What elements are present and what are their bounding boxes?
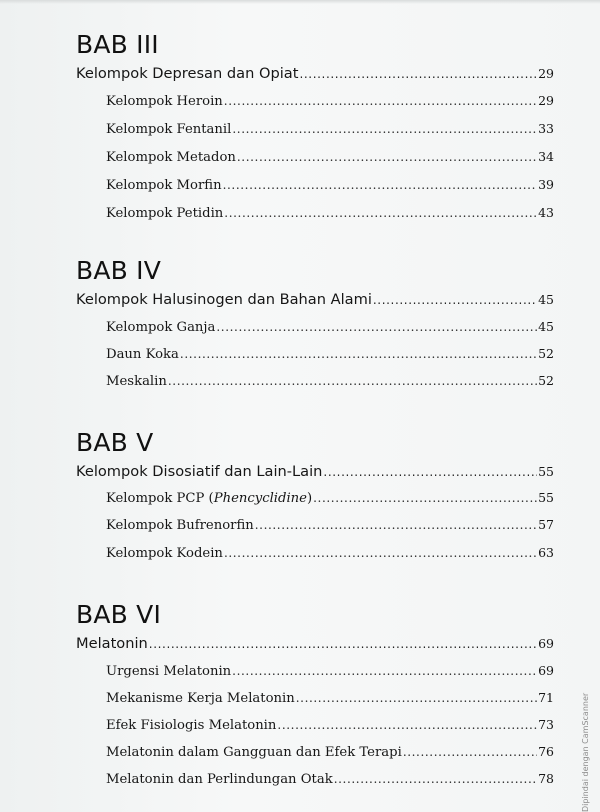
- toc-section-row: [76, 463, 554, 480]
- toc-entry-title: Efek Fisiologis Melatonin: [106, 718, 277, 733]
- dot-leader: [149, 637, 537, 651]
- toc-entry-row: [106, 177, 554, 193]
- dot-leader: [296, 691, 537, 705]
- toc-page-number: 69: [538, 636, 554, 651]
- toc-entry-row: [106, 717, 554, 733]
- toc-page-number: 57: [538, 517, 554, 532]
- toc-section-row: [76, 65, 554, 82]
- toc-page-number: 55: [538, 490, 554, 505]
- toc-page-number: 78: [538, 771, 554, 786]
- page-top-shadow: [0, 0, 600, 4]
- chapter-heading: BAB VI: [76, 600, 162, 629]
- dot-leader: [403, 745, 537, 759]
- dot-leader: [237, 150, 537, 164]
- toc-section-title: Kelompok Depresan dan Opiat: [76, 65, 299, 82]
- toc-entry-title: Melatonin dalam Gangguan dan Efek Terapi: [106, 745, 402, 760]
- dot-leader: [323, 465, 537, 479]
- toc-entry-row: [106, 319, 554, 335]
- toc-entry-row: [106, 121, 554, 137]
- dot-leader: [334, 772, 537, 786]
- dot-leader: [180, 347, 537, 361]
- toc-entry-title: Kelompok Morfin: [106, 178, 222, 193]
- toc-entry-title: Melatonin dan Perlindungan Otak: [106, 772, 333, 787]
- toc-entry-title: Mekanisme Kerja Melatonin: [106, 691, 295, 706]
- chapter-heading: BAB IV: [76, 256, 162, 285]
- toc-page-number: 71: [538, 690, 554, 705]
- chapter-heading: BAB III: [76, 30, 159, 59]
- toc-section-title: Kelompok Halusinogen dan Bahan Alami: [76, 291, 372, 308]
- dot-leader: [223, 178, 538, 192]
- toc-entry-title: Kelompok Fentanil: [106, 122, 232, 137]
- toc-entry-row: [106, 205, 554, 221]
- toc-page-number: 29: [538, 93, 554, 108]
- toc-page-number: 34: [538, 149, 554, 164]
- toc-page-number: 33: [538, 121, 554, 136]
- toc-entry-title-text: Kelompok PCP (: [106, 491, 214, 506]
- dot-leader: [224, 546, 537, 560]
- toc-entry-title: Meskalin: [106, 374, 167, 389]
- toc-entry-row: [106, 771, 554, 787]
- toc-entry-title: Kelompok Bufrenorfin: [106, 518, 254, 533]
- toc-entry-title-end: ): [306, 491, 313, 506]
- toc-section-row: [76, 291, 554, 308]
- toc-entry-row: [106, 517, 554, 533]
- toc-page-number: 69: [538, 663, 554, 678]
- toc-entry-title: Kelompok Petidin: [106, 206, 224, 221]
- toc-entry-row: [106, 690, 554, 706]
- dot-leader: [232, 664, 537, 678]
- toc-page-number: 52: [538, 346, 554, 361]
- dot-leader: [168, 374, 537, 388]
- toc-entry-row: [106, 149, 554, 165]
- toc-entry-title: [106, 491, 312, 506]
- toc-entry-title-italic: Phencyclidine: [213, 491, 307, 506]
- dot-leader: [255, 518, 537, 532]
- dot-leader: [277, 718, 537, 732]
- dot-leader: [216, 320, 537, 334]
- toc-entry-row: [106, 490, 554, 506]
- toc-entry-row: [106, 346, 554, 362]
- dot-leader: [232, 122, 537, 136]
- toc-page-number: 45: [538, 292, 554, 307]
- toc-page-number: 43: [538, 205, 554, 220]
- toc-entry-title: Daun Koka: [106, 347, 179, 362]
- toc-entry-row: [106, 93, 554, 109]
- chapter-heading: BAB V: [76, 428, 154, 457]
- toc-entry-row: [106, 545, 554, 561]
- dot-leader: [224, 206, 537, 220]
- toc-section-row: [76, 635, 554, 652]
- toc-entry-row: [106, 663, 554, 679]
- toc-page-number: 52: [538, 373, 554, 388]
- toc-page-number: 63: [538, 545, 554, 560]
- toc-page-number: 76: [538, 744, 554, 759]
- toc-entry-title: Kelompok Metadon: [106, 150, 236, 165]
- toc-section-title: Melatonin: [76, 635, 148, 652]
- toc-section-title: Kelompok Disosiatif dan Lain-Lain: [76, 463, 323, 480]
- dot-leader: [299, 67, 537, 81]
- toc-entry-title: Urgensi Melatonin: [106, 664, 232, 679]
- toc-page-number: 39: [538, 177, 554, 192]
- toc-entry-row: [106, 373, 554, 389]
- scanner-watermark: Dipindai dengan CamScanner: [581, 692, 590, 812]
- dot-leader: [224, 94, 537, 108]
- toc-entry-title: Kelompok Kodein: [106, 546, 223, 561]
- toc-entry-title: Kelompok Ganja: [106, 320, 216, 335]
- toc-entry-row: [106, 744, 554, 760]
- toc-page-number: 73: [538, 717, 554, 732]
- toc-page-number: 55: [538, 464, 554, 479]
- dot-leader: [313, 491, 537, 505]
- dot-leader: [373, 293, 537, 307]
- toc-entry-title: Kelompok Heroin: [106, 94, 223, 109]
- toc-page-number: 29: [538, 66, 554, 81]
- toc-page-number: 45: [538, 319, 554, 334]
